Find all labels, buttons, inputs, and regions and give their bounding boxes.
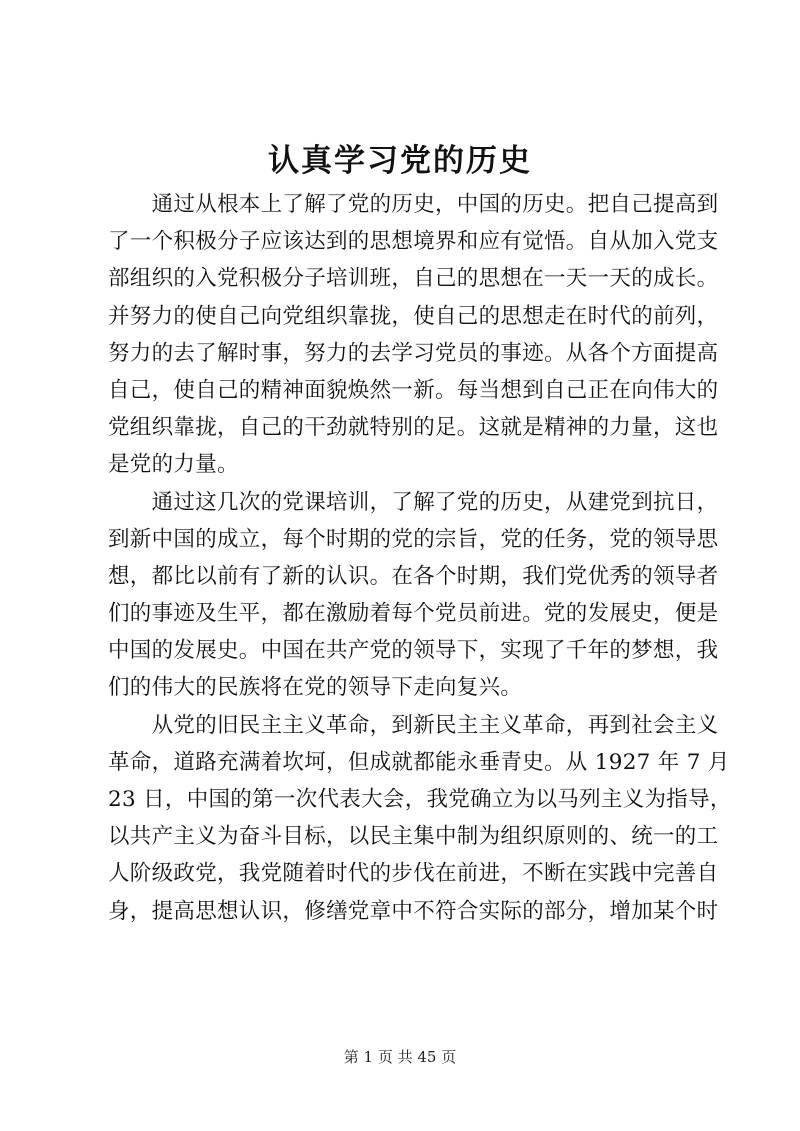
- text-line: 想，都比以前有了新的认识。在各个时期，我们党优秀的领导者: [108, 563, 719, 589]
- page-footer: 第 1 页 共 45 页: [343, 1048, 457, 1066]
- paragraph-1: [108, 186, 719, 484]
- text-line: 们的事迹及生平，都在激励着每个党员前进。党的发展史，便是: [108, 601, 719, 627]
- text-line: 以共产主义为奋斗目标，以民主集中制为组织原则的、统一的工: [108, 824, 719, 850]
- text-line: 中国的发展史。中国在共产党的领导下，实现了千年的梦想，我: [108, 638, 719, 664]
- document-title: 认真学习党的历史: [268, 143, 532, 179]
- text-line: 身，提高思想认识，修缮党章中不符合实际的部分，增加某个时: [108, 898, 719, 924]
- text-line: 到新中国的成立，每个时期的党的宗旨，党的任务，党的领导思: [108, 526, 719, 552]
- text-line: 人阶级政党，我党随着时代的步伐在前进，不断在实践中完善自: [108, 861, 719, 887]
- text-line: 部组织的入党积极分子培训班，自己的思想在一天一天的成长。: [108, 266, 719, 292]
- paragraph-3: [108, 707, 732, 930]
- text-line: 并努力的使自己向党组织靠拢，使自己的思想走在时代的前列，: [108, 303, 719, 329]
- document-body: [108, 186, 732, 930]
- text-line: 努力的去了解时事，努力的去学习党员的事迹。从各个方面提高: [108, 340, 719, 366]
- text-line: 了一个积极分子应该达到的思想境界和应有觉悟。自从加入党支: [108, 229, 719, 255]
- text-line: 从党的旧民主主义革命，到新民主主义革命，再到社会主义: [108, 712, 719, 738]
- text-line: 通过这几次的党课培训，了解了党的历史，从建党到抗日，: [108, 489, 719, 515]
- text-line: 党组织靠拢，自己的干劲就特别的足。这就是精神的力量，这也: [108, 415, 719, 441]
- paragraph-2: [108, 484, 719, 707]
- text-line: 是党的力量。: [108, 452, 239, 478]
- text-line: 23 日，中国的第一次代表大会，我党确立为以马列主义为指导，: [108, 787, 732, 812]
- text-line: 自己，使自己的精神面貌焕然一新。每当想到自己正在向伟大的: [108, 377, 719, 403]
- text-line: 们的伟大的民族将在党的领导下走向复兴。: [108, 675, 523, 701]
- text-line: 革命，道路充满着坎坷，但成就都能永垂青史。从 1927 年 7 月: [108, 749, 730, 775]
- text-line: 通过从根本上了解了党的历史，中国的历史。把自己提高到: [108, 192, 719, 217]
